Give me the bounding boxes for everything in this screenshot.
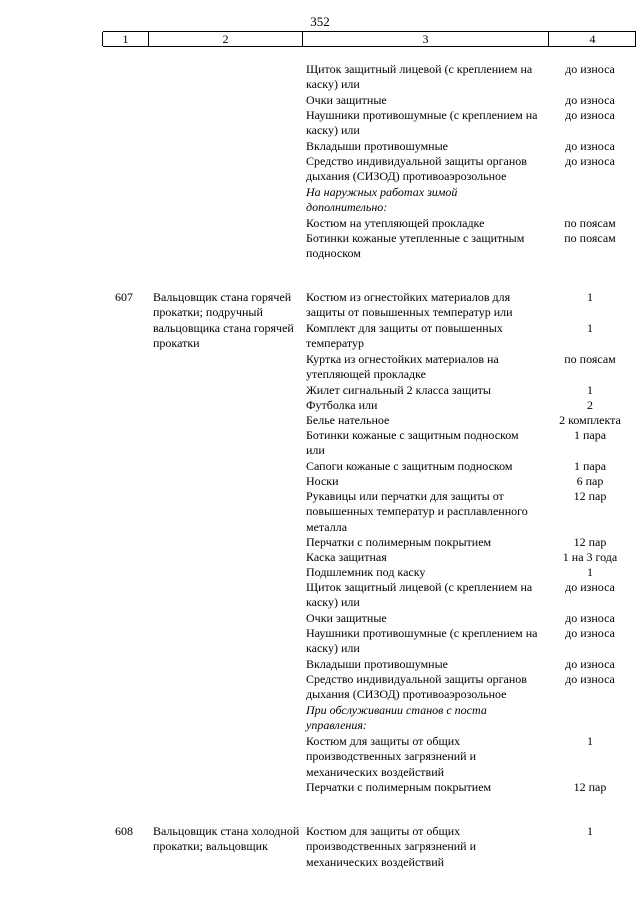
ppe-item-name: Рукавицы или перчатки для защиты от повышенных температур и расплавленного металла bbox=[306, 489, 528, 534]
table-row bbox=[0, 703, 640, 734]
ppe-item-name: Перчатки с полимерным покрытием bbox=[306, 535, 492, 549]
table-row bbox=[0, 734, 640, 780]
header-col-4: 4 bbox=[589, 32, 596, 46]
ppe-item-quantity: до износа bbox=[565, 626, 615, 640]
ppe-item-name: Ботинки кожаные с защитным подноском или bbox=[306, 428, 519, 458]
ppe-item-name: Куртка из огнестойких материалов на утепляющей прокладке bbox=[306, 352, 499, 382]
ppe-item-name: Сапоги кожаные с защитным подноском bbox=[306, 459, 513, 473]
table-row bbox=[0, 824, 640, 870]
ppe-item-name: Вкладыши противошумные bbox=[306, 139, 448, 153]
profession-name: Вальцовщик стана горячей прокатки; подручный вальцовщика стана горячей прокатки bbox=[153, 290, 294, 350]
entry-number: 608 bbox=[115, 824, 133, 838]
ppe-item-quantity: до износа bbox=[565, 580, 615, 594]
ppe-item-name: Белье нательное bbox=[306, 413, 390, 427]
ppe-item-quantity: до износа bbox=[565, 93, 615, 107]
ppe-item-name: Костюм для защиты от общих производственных загрязнений и механических воздействий bbox=[306, 824, 477, 869]
table-row bbox=[0, 398, 640, 413]
table-row bbox=[0, 62, 640, 93]
ppe-item-quantity: до износа bbox=[565, 611, 615, 625]
entry-number: 607 bbox=[115, 290, 133, 304]
ppe-item-quantity: до износа bbox=[565, 154, 615, 168]
ppe-item-quantity: 6 пар bbox=[576, 474, 604, 488]
ppe-item-quantity: 1 bbox=[587, 321, 593, 335]
ppe-item-quantity: 1 bbox=[587, 565, 593, 579]
ppe-item-name: Костюм из огнестойких материалов для защиты от повышенных температур или bbox=[306, 290, 513, 320]
table-row bbox=[0, 459, 640, 474]
table-row bbox=[0, 428, 640, 459]
entry-608-group bbox=[0, 824, 640, 870]
header-col-2: 2 bbox=[222, 32, 229, 46]
ppe-item-quantity: 12 пар bbox=[573, 780, 607, 794]
ppe-item-name: Средство индивидуальной защиты органов дыхания (СИЗОД) противоаэрозольное bbox=[306, 672, 527, 702]
table-row bbox=[0, 321, 640, 352]
entry-607-group bbox=[0, 290, 640, 795]
page-number: 352 bbox=[310, 14, 330, 29]
table-row bbox=[0, 535, 640, 550]
section-note: При обслуживании станов с поста управления: bbox=[306, 703, 487, 733]
ppe-item-name: Наушники противошумные (с креплением на каску) или bbox=[306, 108, 538, 138]
table-row bbox=[0, 108, 640, 139]
ppe-item-name: Костюм на утепляющей прокладке bbox=[306, 216, 485, 230]
continuation-group bbox=[0, 62, 640, 262]
ppe-item-quantity: до износа bbox=[565, 108, 615, 122]
ppe-item-name: Жилет сигнальный 2 класса защиты bbox=[306, 383, 491, 397]
table-row bbox=[0, 580, 640, 611]
table-row bbox=[0, 383, 640, 398]
header-col-3: 3 bbox=[422, 32, 429, 46]
table-header bbox=[103, 31, 636, 47]
ppe-item-quantity: 1 пара bbox=[573, 459, 607, 473]
ppe-item-quantity: по поясам bbox=[564, 231, 616, 245]
section-note: На наружных работах зимой дополнительно: bbox=[306, 185, 458, 215]
table-row bbox=[0, 474, 640, 489]
ppe-item-name: Щиток защитный лицевой (с креплением на каску) или bbox=[306, 580, 533, 610]
ppe-item-name: Футболка или bbox=[306, 398, 378, 412]
table-row bbox=[0, 216, 640, 231]
ppe-item-quantity: 2 bbox=[587, 398, 593, 412]
table-row bbox=[0, 550, 640, 565]
ppe-item-name: Каска защитная bbox=[306, 550, 387, 564]
ppe-item-quantity: до износа bbox=[565, 672, 615, 686]
ppe-item-name: Ботинки кожаные утепленные с защитным подноском bbox=[306, 231, 525, 261]
ppe-item-quantity: 1 bbox=[587, 734, 593, 748]
table-row bbox=[0, 93, 640, 108]
ppe-item-quantity: 12 пар bbox=[573, 489, 607, 503]
table-row bbox=[0, 626, 640, 657]
ppe-item-quantity: 1 bbox=[587, 824, 593, 838]
ppe-item-quantity: 1 bbox=[587, 290, 593, 304]
table-row bbox=[0, 489, 640, 535]
table-row bbox=[0, 672, 640, 703]
table-row bbox=[0, 352, 640, 383]
ppe-item-quantity: 1 bbox=[587, 383, 593, 397]
table-row bbox=[0, 565, 640, 580]
ppe-item-name: Костюм для защиты от общих производственных загрязнений и механических воздействий bbox=[306, 734, 477, 779]
header-col-1: 1 bbox=[122, 32, 129, 46]
table-row bbox=[0, 154, 640, 185]
ppe-item-name: Перчатки с полимерным покрытием bbox=[306, 780, 492, 794]
ppe-item-quantity: до износа bbox=[565, 139, 615, 153]
table-row bbox=[0, 413, 640, 428]
ppe-item-name: Подшлемник под каску bbox=[306, 565, 426, 579]
table-row bbox=[0, 185, 640, 216]
ppe-item-name: Очки защитные bbox=[306, 93, 387, 107]
ppe-item-quantity: по поясам bbox=[564, 216, 616, 230]
ppe-item-quantity: до износа bbox=[565, 62, 615, 76]
ppe-item-quantity: 2 комплекта bbox=[559, 413, 621, 427]
ppe-item-name: Наушники противошумные (с креплением на каску) или bbox=[306, 626, 538, 656]
ppe-item-quantity: до износа bbox=[565, 657, 615, 671]
ppe-item-name: Средство индивидуальной защиты органов дыхания (СИЗОД) противоаэрозольное bbox=[306, 154, 527, 184]
ppe-item-quantity: по поясам bbox=[564, 352, 616, 366]
ppe-item-quantity: 1 на 3 года bbox=[562, 550, 618, 564]
table-row bbox=[0, 231, 640, 262]
table-row bbox=[0, 139, 640, 154]
ppe-item-name: Носки bbox=[306, 474, 339, 488]
ppe-item-quantity: 1 пара bbox=[573, 428, 607, 442]
ppe-item-name: Вкладыши противошумные bbox=[306, 657, 448, 671]
table-row bbox=[0, 657, 640, 672]
column-divider bbox=[635, 32, 636, 46]
ppe-item-quantity: 12 пар bbox=[573, 535, 607, 549]
profession-name: Вальцовщик стана холодной прокатки; вальцовщик bbox=[153, 824, 300, 854]
ppe-item-name: Очки защитные bbox=[306, 611, 387, 625]
ppe-item-name: Щиток защитный лицевой (с креплением на каску) или bbox=[306, 62, 533, 92]
table-row bbox=[0, 780, 640, 795]
table-row bbox=[0, 611, 640, 626]
ppe-item-name: Комплект для защиты от повышенных температур bbox=[306, 321, 503, 351]
